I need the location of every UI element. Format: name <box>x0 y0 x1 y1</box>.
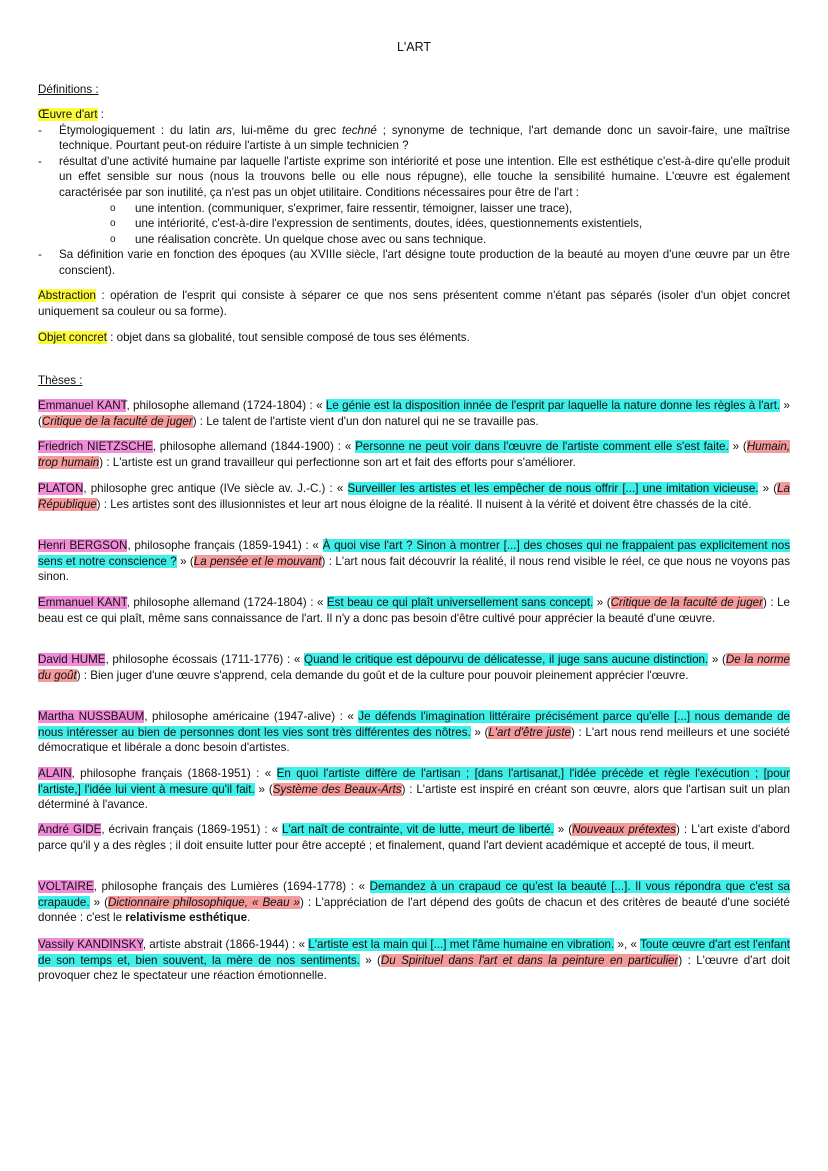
abstraction-term: Abstraction <box>38 289 96 302</box>
list-item: o une intériorité, c'est-à-dire l'expression de sentiments, doutes, idées, questionnements existentiels, <box>106 216 790 232</box>
thesis-hume: David HUME, philosophe écossais (1711-1776) : « Quand le critique est dépourvu de délicatesse, il juge sans aucune distinction. » (De la norme du goût) : Bien juger d'une œuvre s'apprend, cela demande du goût et de la culture pour pouvoir pleinement apprécier l'œuvre. <box>38 653 791 682</box>
thesis-nussbaum: Martha NUSSBAUM, philosophe américaine (1947-alive) : « Je défends l'imagination littéraire précisément parce qu'elle [...] nous demande de nous intéresser au bien de personnes dont les vies sont très différentes des nôtres. » (L'art d'être juste) : L'art nous rend meilleurs et une société démocratique et libérale a donc besoin d'artistes. <box>38 710 791 755</box>
objet-definition: Objet concret : objet dans sa globalité, tout sensible composé de tous ses éléments. <box>38 331 470 344</box>
list-item: - résultat d'une activité humaine par laquelle l'artiste exprime son intériorité et pose une intention. Elle est esthétique c'est-à-dire qu'elle produit un effet sensible sur nous (nous la trouvons belle ou elle nous répugne), elle touche la sensibilité humaine. L'œuvre est également caractérisée par son inutilité, ça n'est pas un objet utilitaire. Conditions nécessaires pour être de l'art : o une intention. (communiquer, s'exprimer, faire ressentir, témoigner, laisser une trace), o une intériorité, c'est-à-dire l'expression de sentiments, doutes, idées, questionnements existentiels, o une réalisation concrète. Un quelque chose avec ou sans technique. <box>38 154 790 248</box>
oeuvre-list <box>38 123 790 279</box>
conditions-list <box>59 201 790 248</box>
thesis-voltaire: VOLTAIRE, philosophe français des Lumières (1694-1778) : « Demandez à un crapaud ce qu'est la beauté [...]. Il vous répondra que c'est sa crapaude. » (Dictionnaire philosophique, « Beau ») : L'appréciation de l'art dépend des goûts de chacun et des critères de beauté d'une société donnée : c'est le relativisme esthétique. <box>38 880 790 925</box>
objet-term: Objet concret <box>38 331 107 344</box>
oeuvre-definition: Œuvre d'art : - Étymologiquement : du latin ars, lui-même du grec techné ; synonyme de technique, l'art demande donc un savoir-faire, une maîtrise technique. Pourtant peut-on réduire l'artiste à un simple technicien ? - résultat d'une activité humaine par laquelle l'artiste exprime son intériorité et pose une intention. Elle est esthétique c'est-à-dire qu'elle produit un effet sensible sur nous (nous la trouvons belle ou elle nous répugne), elle touche la sensibilité humaine. L'œuvre est également caractérisée par son inutilité, ça n'est pas un objet utilitaire. Conditions nécessaires pour être de l'art : o une intention. (communiquer, s'exprimer, faire ressentir, témoigner, laisser une trace), o une intériorité, c'est-à-dire l'expression de sentiments, doutes, idées, questionnements existentiels, o une réalisation concrète. Un quelque chose avec ou sans technique. - Sa définition varie en fonction des époques (au XVIIIe siècle, l'art désigne toute production de la beauté au moyen d'une œuvre par un être conscient). <box>38 107 790 279</box>
abstraction-definition: Abstraction : opération de l'esprit qui consiste à séparer ce que nos sens présentent comme n'étant pas séparés (isoler d'un objet concret uniquement sa couleur ou sa forme). <box>38 289 790 318</box>
thesis-platon: PLATON, philosophe grec antique (IVe siècle av. J.-C.) : « Surveiller les artistes et les empêcher de nous offrir [...] une imitation vicieuse. » (La République) : Les artistes sont des illusionnistes et leur art nous éloigne de la réalité. Il nuisent à la vérité et doivent être chassés de la cité. <box>38 482 790 511</box>
thesis-alain: ALAIN, philosophe français (1868-1951) : « En quoi l'artiste diffère de l'artisan ; [dans l'artisanat,] l'idée précède et règle l'exécution ; [pour l'artiste,] l'idée lui vient à mesure qu'il fait. » (Système des Beaux-Arts) : L'artiste est inspiré en créant son œuvre, alors que l'artisan suit un plan déterminé à l'avance. <box>38 767 790 812</box>
thesis-kant-1: Emmanuel KANT, philosophe allemand (1724-1804) : « Le génie est la disposition innée de l'esprit par laquelle la nature donne les règles à l'art. » (Critique de la faculté de juger) : Le talent de l'artiste vient d'un don naturel qui ne se travaille pas. <box>38 399 790 428</box>
thesis-gide: André GIDE, écrivain français (1869-1951) : « L'art naît de contrainte, vit de lutte, meurt de liberté. » (Nouveaux prétextes) : L'art existe d'abord parce qu'il y a des règles ; il doit ensuite lutter pour être accepté ; et finalement, quand l'art devient académique et accepté de tous, il meurt. <box>38 823 790 852</box>
page-title: L'ART <box>396 40 432 54</box>
list-item: o une intention. (communiquer, s'exprimer, faire ressentir, témoigner, laisser une trace), <box>106 201 790 217</box>
oeuvre-term: Œuvre d'art <box>38 108 98 121</box>
list-item: - Sa définition varie en fonction des époques (au XVIIIe siècle, l'art désigne toute production de la beauté au moyen d'une œuvre par un être conscient). <box>38 247 790 278</box>
list-item: o une réalisation concrète. Un quelque chose avec ou sans technique. <box>106 232 790 248</box>
theses-heading: Thèses : <box>38 374 83 387</box>
thesis-kandinsky: Vassily KANDINSKY, artiste abstrait (1866-1944) : « L'artiste est la main qui [...] met l'âme humaine en vibration. », « Toute œuvre d'art est l'enfant de son temps et, bien souvent, la mère de nos sentiments. » (Du Spirituel dans l'art et dans la peinture en particulier) : L'œuvre d'art doit provoquer chez le spectateur une réaction émotionnelle. <box>38 938 791 983</box>
list-item: - Étymologiquement : du latin ars, lui-même du grec techné ; synonyme de technique, l'art demande donc un savoir-faire, une maîtrise technique. Pourtant peut-on réduire l'artiste à un simple technicien ? <box>38 123 790 154</box>
thesis-kant-2: Emmanuel KANT, philosophe allemand (1724-1804) : « Est beau ce qui plaît universellement sans concept. » (Critique de la faculté de juger) : Le beau est ce qui plaît, même sans connaissance de l'art. Il n'y a donc pas besoin d'être cultivé pour apprécier la beauté d'une œuvre. <box>38 596 790 625</box>
thesis-bergson: Henri BERGSON, philosophe français (1859-1941) : « À quoi vise l'art ? Sinon à montrer [...] des choses qui ne frappaient pas explicitement nos sens et notre conscience ? » (La pensée et le mouvant) : L'art nous fait découvrir la réalité, il nous rend visible le réel, ce que nous ne voyons pas sinon. <box>38 539 791 584</box>
definitions-heading: Définitions : <box>38 83 99 96</box>
thesis-nietzsche: Friedrich NIETZSCHE, philosophe allemand (1844-1900) : « Personne ne peut voir dans l'œuvre de l'artiste comment elle s'est faite. » (Humain, trop humain) : L'artiste est un grand travailleur qui perfectionne son art et fait des efforts pour s'améliorer. <box>38 440 790 469</box>
